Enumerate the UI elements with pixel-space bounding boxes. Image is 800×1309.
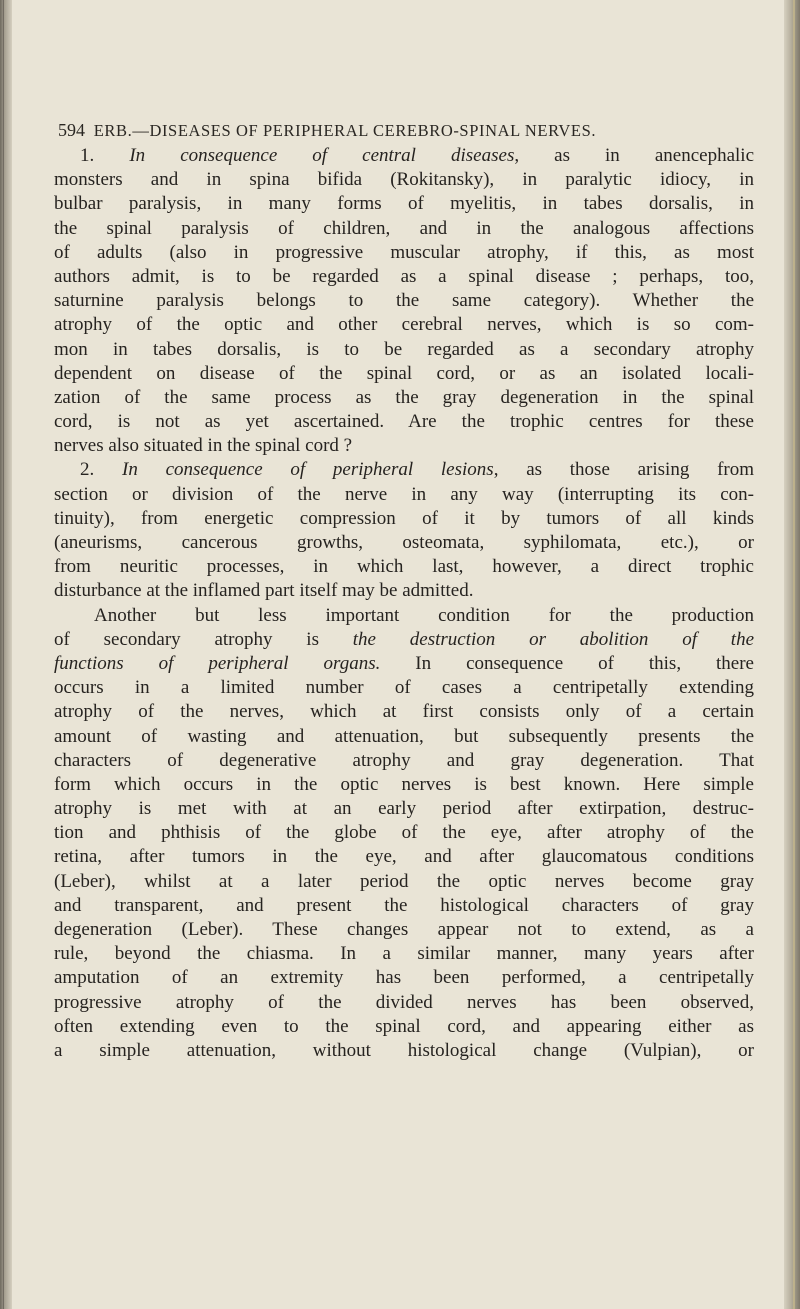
text-line xyxy=(54,555,754,579)
text-segment: a simple attenuation, without histological change (Vulpian), or xyxy=(54,1039,754,1061)
text-segment: form which occurs in the optic nerves is best known. Here simple xyxy=(54,773,754,795)
text-line xyxy=(54,386,754,410)
text-segment: In consequence of this, there xyxy=(380,652,754,674)
text-line xyxy=(54,289,754,313)
text-line xyxy=(54,338,754,362)
book-page xyxy=(46,0,771,1309)
text-segment: amount of wasting and attenuation, but subsequently presents the xyxy=(54,725,754,747)
italic-text: functions of peripheral organs. xyxy=(54,652,381,674)
text-line xyxy=(54,265,754,289)
text-segment: , as those arising from xyxy=(493,459,755,481)
running-head-title: ERB.—DISEASES OF PERIPHERAL CEREBRO-SPINAL NERVES. xyxy=(93,121,597,140)
text-line xyxy=(54,579,754,603)
text-line xyxy=(54,991,754,1015)
text-line xyxy=(54,531,754,555)
text-segment: occurs in a limited number of cases a centripetally extending xyxy=(54,677,754,699)
text-line xyxy=(54,700,754,724)
text-segment: rule, beyond the chiasma. In a similar manner, many years after xyxy=(54,943,754,965)
text-line xyxy=(54,507,754,531)
text-segment: atrophy of the optic and other cerebral nerves, which is so com- xyxy=(54,314,754,336)
text-segment: zation of the same process as the gray degeneration in the spinal xyxy=(54,386,754,408)
text-segment: the spinal paralysis of children, and in the analogous affections xyxy=(54,217,754,239)
text-line xyxy=(54,458,754,482)
text-line xyxy=(54,410,754,434)
italic-text: In consequence of central diseases xyxy=(129,145,515,166)
text-line xyxy=(54,434,754,458)
page-number: 594 xyxy=(58,120,85,140)
text-segment: degeneration (Leber). These changes appear not to extend, as a xyxy=(54,919,754,940)
text-segment: (Leber), whilst at a later period the optic nerves become gray xyxy=(54,870,754,892)
text-line xyxy=(54,918,754,942)
text-segment: cord, is not as yet ascertained. Are the trophic centres for these xyxy=(54,411,754,433)
text-line xyxy=(54,652,754,676)
text-segment: retina, after tumors in the eye, and after glaucomatous conditions xyxy=(54,846,754,868)
text-line xyxy=(54,870,754,894)
text-segment: authors admit, is to be regarded as a spinal disease ; perhaps, too, xyxy=(54,265,754,287)
text-line xyxy=(54,217,754,241)
text-segment: dependent on disease of the spinal cord, or as an isolated locali- xyxy=(54,362,754,384)
text-line xyxy=(54,894,754,918)
text-line xyxy=(54,313,754,337)
text-line xyxy=(54,192,754,216)
running-head xyxy=(58,120,758,141)
text-segment: bulbar paralysis, in many forms of myelitis, in tabes dorsalis, in xyxy=(54,193,754,215)
text-segment: 1. xyxy=(80,145,130,166)
text-segment: Another but less important condition for the production xyxy=(94,604,754,626)
text-line xyxy=(54,144,754,168)
text-line xyxy=(54,1015,754,1039)
italic-text: In consequence of peripheral lesions xyxy=(122,459,494,481)
text-line xyxy=(54,942,754,966)
text-line xyxy=(54,749,754,773)
text-segment: tinuity), from energetic compression of it by tumors of all kinds xyxy=(54,507,754,529)
text-line xyxy=(54,168,754,192)
text-segment: (aneurisms, cancerous growths, osteomata, syphilomata, etc.), or xyxy=(54,532,754,553)
text-segment: disturbance at the inflamed part itself may be admitted. xyxy=(54,580,474,602)
text-segment: of adults (also in progressive muscular atrophy, if this, as most xyxy=(54,241,754,263)
text-line xyxy=(54,604,754,628)
text-line xyxy=(54,725,754,749)
text-segment: progressive atrophy of the divided nerves has been observed, xyxy=(54,991,754,1013)
page-right-edge xyxy=(784,0,800,1309)
text-line xyxy=(54,241,754,265)
text-segment: from neuritic processes, in which last, however, a direct trophic xyxy=(54,556,754,578)
text-line xyxy=(54,966,754,990)
text-line xyxy=(54,676,754,700)
text-segment: monsters and in spina bifida (Rokitansky), in paralytic idiocy, in xyxy=(54,169,754,191)
text-segment: section or division of the nerve in any way (interrupting its con- xyxy=(54,483,754,505)
text-segment: 2. xyxy=(80,459,123,481)
text-segment: nerves also situated in the spinal cord ? xyxy=(54,435,353,457)
text-segment: atrophy is met with at an early period after extirpation, destruc- xyxy=(54,798,754,820)
italic-text: the destruction or abolition of the xyxy=(352,628,755,650)
text-segment: , as in anencephalic xyxy=(514,145,755,166)
text-segment: mon in tabes dorsalis, is to be regarded as a secondary atrophy xyxy=(54,338,754,360)
text-segment: of secondary atrophy is xyxy=(54,628,353,650)
text-line xyxy=(54,845,754,869)
text-segment: amputation of an extremity has been performed, a centripetally xyxy=(54,967,754,989)
text-line xyxy=(54,483,754,507)
text-segment: tion and phthisis of the globe of the eye, after atrophy of the xyxy=(54,822,754,844)
text-line xyxy=(54,1039,754,1063)
text-line xyxy=(54,362,754,386)
book-gutter-edge xyxy=(0,0,12,1309)
text-line xyxy=(54,797,754,821)
text-line xyxy=(54,821,754,845)
text-line xyxy=(54,628,754,652)
body-text xyxy=(54,144,754,1063)
text-segment: and transparent, and present the histological characters of gray xyxy=(54,894,754,916)
text-segment: atrophy of the nerves, which at first consists only of a certain xyxy=(54,701,754,723)
text-segment: saturnine paralysis belongs to the same category). Whether the xyxy=(54,290,754,312)
text-segment: characters of degenerative atrophy and gray degeneration. That xyxy=(54,749,754,771)
text-line xyxy=(54,773,754,797)
text-segment: often extending even to the spinal cord, and appearing either as xyxy=(54,1015,754,1037)
